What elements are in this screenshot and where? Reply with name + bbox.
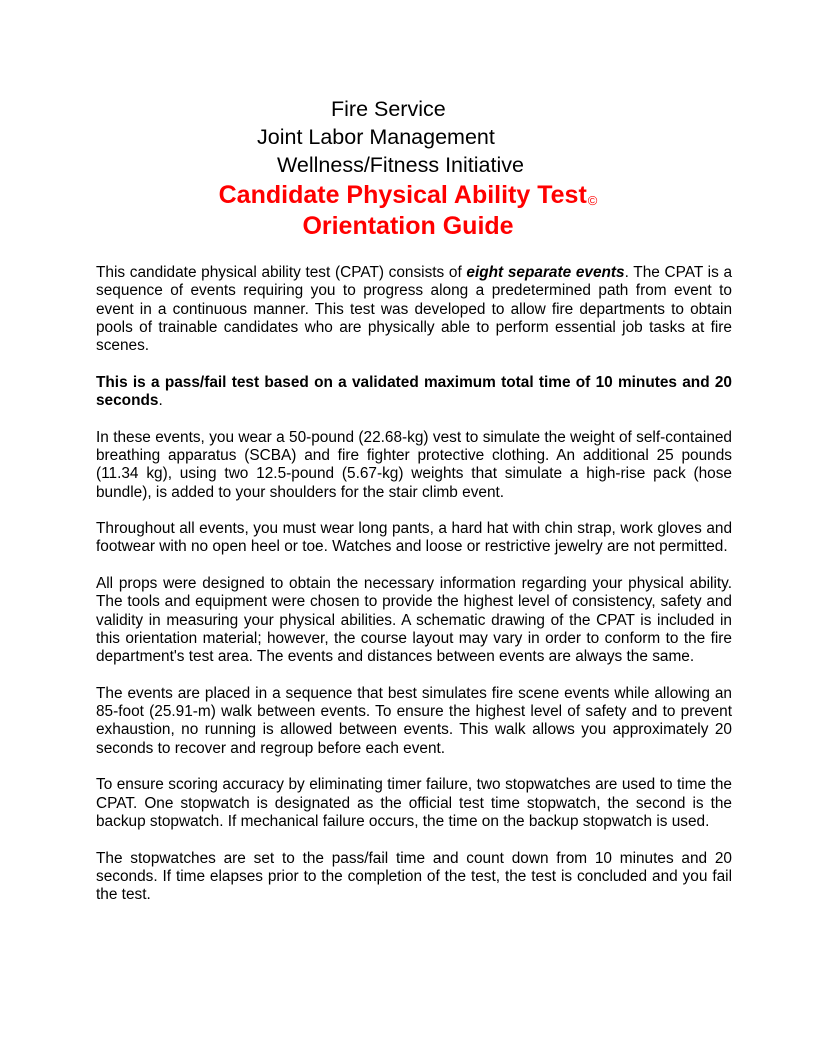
paragraph-countdown: The stopwatches are set to the pass/fail time and count down from 10 minutes and 20 seconds. If time elapses prior to the completion of the test, the test is concluded and you fail the test. [96,849,732,904]
pass-fail-statement: This is a pass/fail test based on a validated maximum total time of 10 minutes and 20 seconds [96,373,732,410]
emphasis-eight-separate-events: eight separate events [466,264,625,281]
header-line-wellness-fitness-initiative: Wellness/Fitness Initiative [277,153,524,177]
document-title-line1 [0,180,816,214]
paragraph-attire: Throughout all events, you must wear long pants, a hard hat with chin strap, work gloves and footwear with no open heel or toe. Watches and loose or restrictive jewelry are not permitted. [96,520,732,556]
paragraph-overview-rest: . The CPAT is a sequence of events requiring you to progress along a predetermined path from event to event in a continuous manner. This test was developed to allow fire departments to obtain pools of trainable candidates who are physically able to perform essential job tasks at fire scenes. [96,264,732,355]
pass-fail-period: . [158,392,163,410]
copyright-mark: © [587,193,598,208]
header-line-joint-labor-management: Joint Labor Management [257,125,495,149]
paragraph-overview-start: This candidate physical ability test (CPAT) consists of [96,264,467,281]
paragraph-stopwatches: To ensure scoring accuracy by eliminating timer failure, two stopwatches are used to time the CPAT. One stopwatch is designated as the official test time stopwatch, the second is the backup stopwatch. If mechanical failure occurs, the time on the backup stopwatch is used. [96,776,732,830]
document-body [96,264,732,923]
paragraph-overview [96,264,732,355]
paragraph-pass-fail [96,374,732,411]
paragraph-props: All props were designed to obtain the necessary information regarding your physical ability. The tools and equipment were chosen to provide the highest level of consistency, safety and validity in measuring your physical abilities. A schematic drawing of the CPAT is included in this orientation material; however, the course layout may vary in order to conform to the fire department's test area. The events and distances between events are always the same. [96,575,732,666]
paragraph-vest-weight: In these events, you wear a 50-pound (22.68-kg) vest to simulate the weight of self-contained breathing apparatus (SCBA) and fire fighter protective clothing. An additional 25 pounds (11.34 kg), using two 12.5-pound (5.67-kg) weights that simulate a high-rise pack (hose bundle), is added to your shoulders for the stair climb event. [96,428,732,501]
paragraph-walk-between-events: The events are placed in a sequence that best simulates fire scene events while allowing an 85-foot (25.91-m) walk between events. To ensure the highest level of safety and to prevent exhaustion, no running is allowed between events. This walk allows you approximately 20 seconds to recover and regroup before each event. [96,684,732,757]
document-title-text: Candidate Physical Ability Test [218,181,587,209]
document-title-line2: Orientation Guide [302,212,514,240]
header-line-fire-service: Fire Service [331,97,446,121]
